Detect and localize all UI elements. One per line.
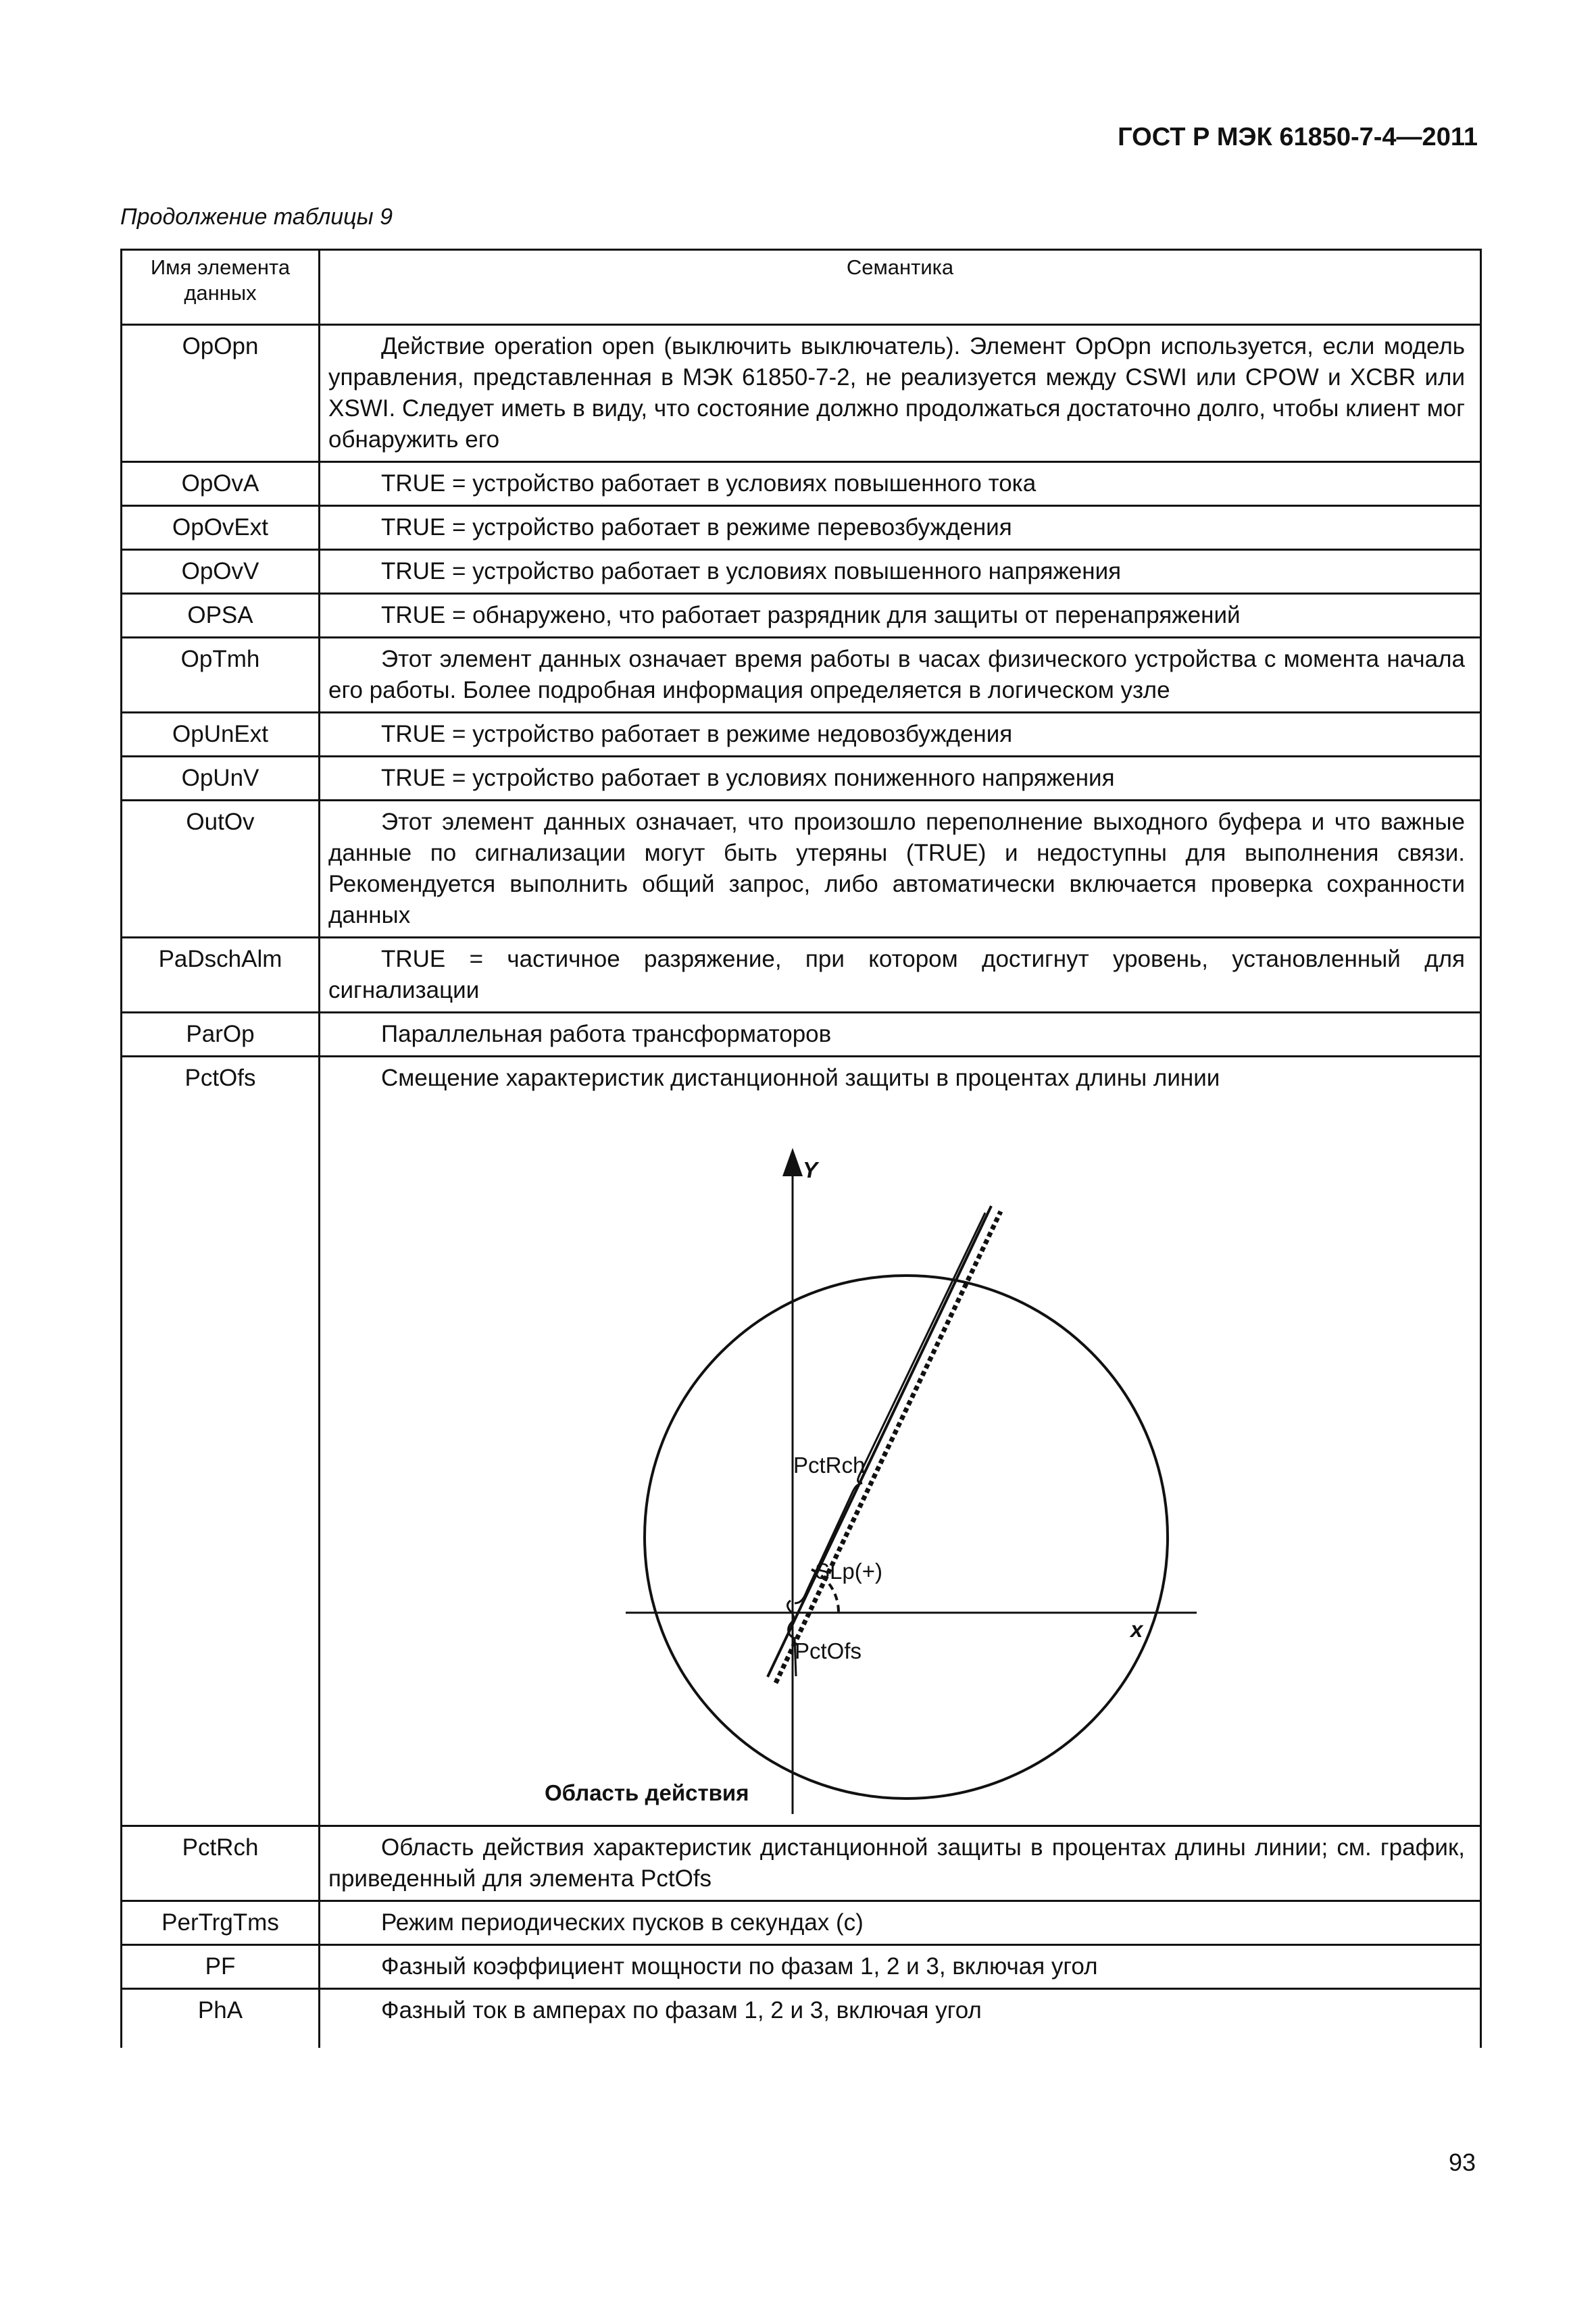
semantics-text: TRUE = устройство работает в условиях пониженного напряжения: [381, 765, 1115, 791]
semantics-text: TRUE = устройство работает в условиях повышенного тока: [381, 470, 1037, 497]
semantics-text: Фазный коэффициент мощности по фазам 1, 2 и 3, включая угол: [381, 1953, 1098, 1980]
element-semantics: [320, 325, 1481, 462]
slope-angle-label: SLp(+): [815, 1559, 882, 1584]
element-semantics: [320, 594, 1481, 638]
semantics-text: Область действия характеристик дистанционной защиты в процентах длины линии; см. график, приведенный для элемента PctOfs: [328, 1834, 1465, 1892]
reach-brace: [795, 1213, 985, 1603]
distance-protection-diagram: [328, 1098, 1464, 1814]
table-row: [122, 550, 1481, 594]
table-row: [122, 1826, 1481, 1901]
column-header-semantics: Семантика: [320, 250, 1481, 325]
element-name: OpTmh: [122, 638, 320, 713]
y-axis-label: Y: [803, 1157, 818, 1182]
element-name: OPSA: [122, 594, 320, 638]
data-elements-table: [120, 249, 1482, 2048]
zone-circle: [645, 1276, 1168, 1799]
semantics-text: TRUE = частичное разряжение, при котором достигнут уровень, установленный для сигнализации: [328, 946, 1465, 1003]
element-name: OpUnExt: [122, 713, 320, 757]
element-semantics: [320, 1057, 1481, 1826]
table-header: [122, 250, 1481, 325]
element-name: PF: [122, 1945, 320, 1989]
element-name: OpOpn: [122, 325, 320, 462]
element-semantics: [320, 1945, 1481, 1989]
element-semantics: [320, 550, 1481, 594]
element-name: PaDschAlm: [122, 938, 320, 1013]
table-row: [122, 713, 1481, 757]
element-name: OutOv: [122, 801, 320, 938]
semantics-text: Параллельная работа трансформаторов: [381, 1021, 832, 1047]
table-row: [122, 1057, 1481, 1826]
table-row: [122, 506, 1481, 550]
table-row: [122, 801, 1481, 938]
table-row: [122, 638, 1481, 713]
table-row: [122, 938, 1481, 1013]
table-row: [122, 1989, 1481, 2048]
x-axis-label: x: [1130, 1617, 1143, 1642]
table-row: [122, 757, 1481, 801]
element-name: OpOvA: [122, 462, 320, 506]
semantics-text: Действие operation open (выключить выключатель). Элемент OpOpn используется, если модель управления, представленная в МЭК 61850-7-2, не реализуется между CSWI или CPOW и XCBR или XSWI. Следует иметь в виду, что состояние должно продолжаться достаточно долго, чтобы клиент мог обнаружить его: [328, 333, 1465, 453]
table-row: [122, 594, 1481, 638]
element-semantics: [320, 506, 1481, 550]
semantics-text: Фазный ток в амперах по фазам 1, 2 и 3, включая угол: [381, 1997, 982, 2023]
element-semantics: [320, 1013, 1481, 1057]
element-name: PctOfs: [122, 1057, 320, 1826]
table-header-row: [122, 250, 1481, 325]
element-semantics: [320, 938, 1481, 1013]
element-semantics: [320, 801, 1481, 938]
semantics-text: TRUE = обнаружено, что работает разрядник для защиты от перенапряжений: [381, 602, 1241, 628]
element-name: OpUnV: [122, 757, 320, 801]
element-semantics: [320, 462, 1481, 506]
semantics-text: Смещение характеристик дистанционной защиты в процентах длины линии: [381, 1065, 1220, 1091]
table-row: [122, 1901, 1481, 1945]
page-number: 93: [1448, 2148, 1476, 2176]
table-row: [122, 1945, 1481, 1989]
element-name: OpOvExt: [122, 506, 320, 550]
element-name: ParOp: [122, 1013, 320, 1057]
semantics-text: TRUE = устройство работает в режиме перевозбуждения: [381, 514, 1012, 540]
table-continuation-caption: Продолжение таблицы 9: [120, 204, 393, 230]
element-semantics: [320, 713, 1481, 757]
semantics-text: Этот элемент данных означает время работы в часах физического устройства с момента начала его работы. Более подробная информация определяется в логическом узле: [328, 646, 1465, 703]
table-row: [122, 1013, 1481, 1057]
element-name: PctRch: [122, 1826, 320, 1901]
element-semantics: [320, 1901, 1481, 1945]
reach-label: PctRch: [793, 1453, 866, 1478]
element-semantics: [320, 1826, 1481, 1901]
document-number: ГОСТ Р МЭК 61850-7-4—2011: [1118, 123, 1478, 151]
semantics-text: Режим периодических пусков в секундах (с): [381, 1909, 864, 1936]
element-name: PerTrgTms: [122, 1901, 320, 1945]
semantics-text: TRUE = устройство работает в условиях повышенного напряжения: [381, 558, 1122, 584]
table-row: [122, 325, 1481, 462]
table-row: [122, 462, 1481, 506]
semantics-text: Этот элемент данных означает, что произошло переполнение выходного буфера и что важные данные по сигнализации могут быть утеряны (TRUE) и недоступны для выполнения связи. Рекомендуется выполнить общий запрос, либо автоматически включается проверка сохранности данных: [328, 809, 1465, 928]
column-header-name: Имя элемента данных: [122, 250, 320, 325]
figure-caption: Область действия: [545, 1780, 749, 1805]
element-semantics: [320, 1989, 1481, 2048]
element-name: OpOvV: [122, 550, 320, 594]
distance-protection-figure: [328, 1098, 1465, 1814]
element-semantics: [320, 638, 1481, 713]
element-semantics: [320, 757, 1481, 801]
offset-label: PctOfs: [795, 1638, 862, 1663]
element-name: PhA: [122, 1989, 320, 2048]
semantics-text: TRUE = устройство работает в режиме недовозбуждения: [381, 721, 1013, 747]
